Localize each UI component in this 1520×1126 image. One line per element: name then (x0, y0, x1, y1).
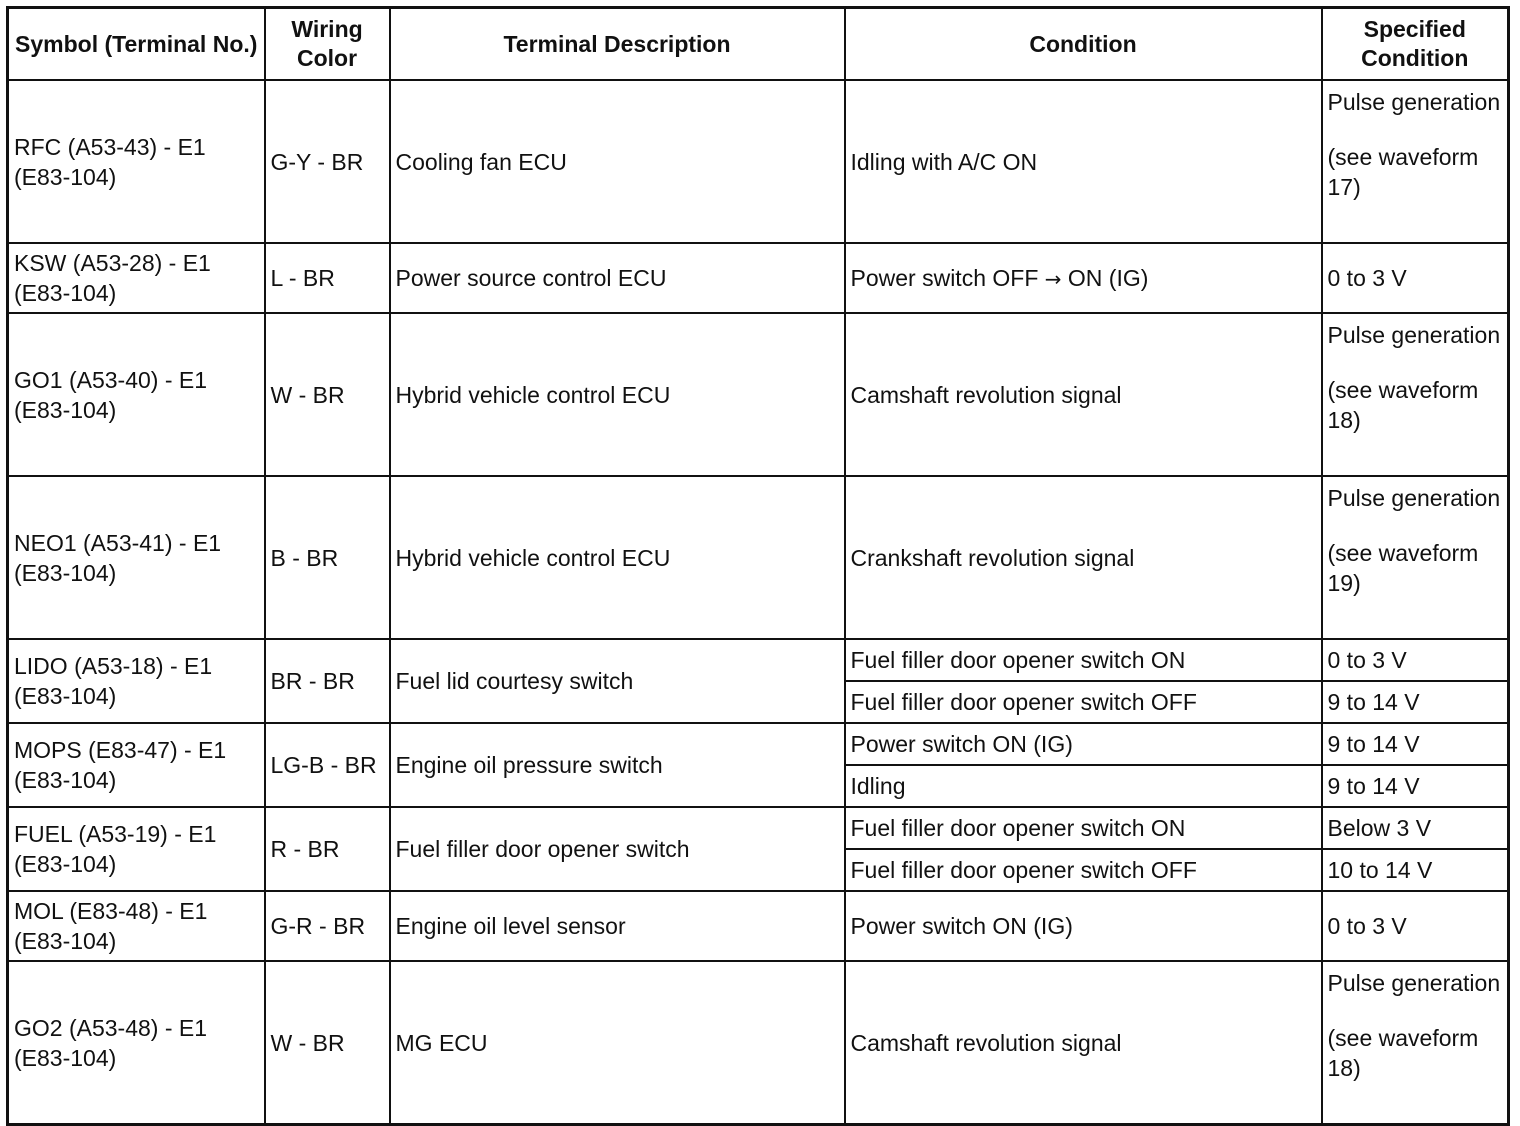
header-condition: Condition (845, 8, 1322, 81)
terminal-description-cell: Fuel lid courtesy switch (390, 639, 845, 723)
wiring-color-cell: B - BR (265, 476, 390, 639)
specified-condition-cell (1322, 961, 1509, 1125)
table-row (8, 891, 1509, 961)
specified-condition-cell: 9 to 14 V (1322, 765, 1509, 807)
spec-pulse-text: Pulse generation (1327, 89, 1501, 115)
wiring-color-cell: W - BR (265, 961, 390, 1125)
table-row (8, 476, 1509, 639)
specified-condition-cell (1322, 80, 1509, 243)
table-row (8, 313, 1509, 476)
symbol-cell: MOPS (E83-47) - E1 (E83-104) (8, 723, 265, 807)
condition-cell: Fuel filler door opener switch ON (845, 807, 1322, 849)
specified-condition-cell: 10 to 14 V (1322, 849, 1509, 891)
condition-cell: Fuel filler door opener switch OFF (845, 681, 1322, 723)
table-row (8, 80, 1509, 243)
wiring-color-cell: W - BR (265, 313, 390, 476)
symbol-cell: KSW (A53-28) - E1 (E83-104) (8, 243, 265, 313)
symbol-cell: MOL (E83-48) - E1 (E83-104) (8, 891, 265, 961)
wiring-color-cell: BR - BR (265, 639, 390, 723)
specified-condition-cell: 9 to 14 V (1322, 723, 1509, 765)
table-row (8, 639, 1509, 681)
wiring-color-cell: G-Y - BR (265, 80, 390, 243)
symbol-cell: GO2 (A53-48) - E1 (E83-104) (8, 961, 265, 1125)
specified-condition-cell: 0 to 3 V (1322, 243, 1509, 313)
specified-condition-cell: 0 to 3 V (1322, 639, 1509, 681)
specified-condition-cell (1322, 313, 1509, 476)
terminal-description-cell: Engine oil pressure switch (390, 723, 845, 807)
header-row (8, 8, 1509, 81)
terminal-description-cell: Hybrid vehicle control ECU (390, 313, 845, 476)
condition-cell (845, 243, 1322, 313)
terminal-inspection-table (6, 6, 1510, 1126)
symbol-cell: RFC (A53-43) - E1 (E83-104) (8, 80, 265, 243)
condition-cell: Fuel filler door opener switch OFF (845, 849, 1322, 891)
condition-cell: Power switch ON (IG) (845, 891, 1322, 961)
wiring-color-cell: LG-B - BR (265, 723, 390, 807)
spec-pulse-text: Pulse generation (1327, 485, 1501, 511)
header-symbol: Symbol (Terminal No.) (8, 8, 265, 81)
spec-pulse-text: Pulse generation (1327, 322, 1501, 348)
right-arrow-icon: → (1044, 266, 1062, 291)
condition-text-before: Power switch OFF (850, 264, 1039, 291)
condition-cell: Crankshaft revolution signal (845, 476, 1322, 639)
condition-cell: Power switch ON (IG) (845, 723, 1322, 765)
table-row (8, 723, 1509, 765)
terminal-description-cell: Cooling fan ECU (390, 80, 845, 243)
condition-text-after: ON (IG) (1067, 264, 1149, 291)
terminal-description-cell: Hybrid vehicle control ECU (390, 476, 845, 639)
condition-cell: Idling (845, 765, 1322, 807)
symbol-cell: NEO1 (A53-41) - E1 (E83-104) (8, 476, 265, 639)
specified-condition-cell: Below 3 V (1322, 807, 1509, 849)
spec-pulse-text: Pulse generation (1327, 970, 1501, 996)
table-row (8, 961, 1509, 1125)
terminal-description-cell: MG ECU (390, 961, 845, 1125)
header-wiring-color: Wiring Color (265, 8, 390, 81)
header-specified-condition: Specified Condition (1322, 8, 1509, 81)
table-row (8, 243, 1509, 313)
specified-condition-cell: 9 to 14 V (1322, 681, 1509, 723)
symbol-cell: GO1 (A53-40) - E1 (E83-104) (8, 313, 265, 476)
wiring-color-cell: L - BR (265, 243, 390, 313)
wiring-color-cell: R - BR (265, 807, 390, 891)
condition-cell: Camshaft revolution signal (845, 313, 1322, 476)
specified-condition-cell (1322, 476, 1509, 639)
header-terminal-description: Terminal Description (390, 8, 845, 81)
terminal-description-cell: Fuel filler door opener switch (390, 807, 845, 891)
spec-waveform-ref: (see waveform 18) (1327, 1025, 1479, 1081)
terminal-description-cell: Engine oil level sensor (390, 891, 845, 961)
terminal-description-cell: Power source control ECU (390, 243, 845, 313)
spec-waveform-ref: (see waveform 17) (1327, 144, 1479, 200)
wiring-color-cell: G-R - BR (265, 891, 390, 961)
condition-cell: Idling with A/C ON (845, 80, 1322, 243)
condition-cell: Camshaft revolution signal (845, 961, 1322, 1125)
symbol-cell: FUEL (A53-19) - E1 (E83-104) (8, 807, 265, 891)
specified-condition-cell: 0 to 3 V (1322, 891, 1509, 961)
condition-cell: Fuel filler door opener switch ON (845, 639, 1322, 681)
table-row (8, 807, 1509, 849)
spec-waveform-ref: (see waveform 18) (1327, 377, 1479, 433)
spec-waveform-ref: (see waveform 19) (1327, 540, 1479, 596)
symbol-cell: LIDO (A53-18) - E1 (E83-104) (8, 639, 265, 723)
terminal-table-container (6, 6, 1510, 1126)
